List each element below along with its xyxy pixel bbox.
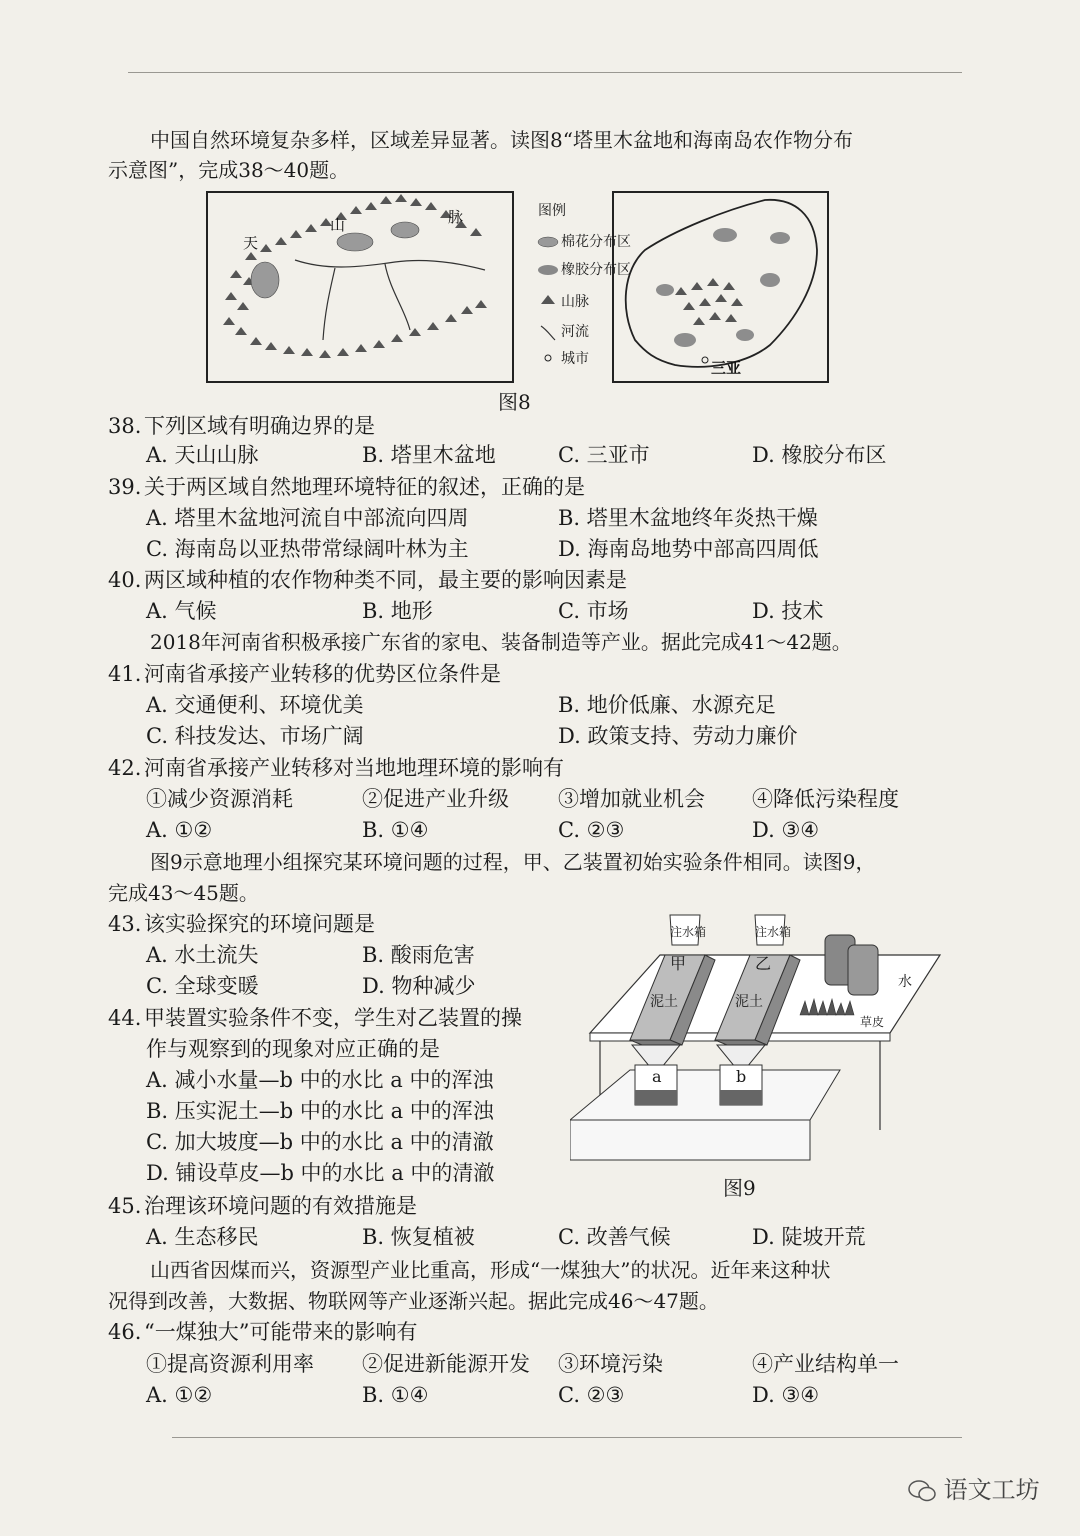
beaker-a-water <box>635 1090 677 1105</box>
question-46-stem: “一煤独大”可能带来的影响有 <box>144 1320 418 1344</box>
q42-option-d[interactable]: D. ③④ <box>752 818 820 842</box>
hainan-outline <box>626 200 817 367</box>
q46-item-1: ①提高资源利用率 <box>146 1352 314 1376</box>
beaker-b-label: b <box>736 1067 747 1086</box>
figure-8 <box>205 190 830 385</box>
question-41-stem: 河南省承接产业转移的优势区位条件是 <box>144 662 501 686</box>
q42-item-1: ①减少资源消耗 <box>146 787 293 811</box>
watermark <box>908 1470 1040 1505</box>
legend-mountain: 山脉 <box>561 294 589 310</box>
q44-option-c[interactable]: C. 加大坡度—b 中的水比 a 中的清澈 <box>146 1130 494 1154</box>
hainan-mountains <box>675 278 743 325</box>
map-label-sanya: 三亚 <box>711 359 742 377</box>
q43-option-a[interactable]: A. 水土流失 <box>146 943 259 967</box>
bottom-rule <box>172 1437 962 1438</box>
watermark-text: 语文工坊 <box>943 1476 1040 1504</box>
base-box-front <box>570 1120 810 1160</box>
intro-paragraph-1-cont: 示意图”，完成38～40题。 <box>108 158 350 182</box>
q40-option-b[interactable]: B. 地形 <box>362 599 433 623</box>
q43-option-c[interactable]: C. 全球变暖 <box>146 974 259 998</box>
legend-rubber-swatch <box>538 265 558 275</box>
map-label-tian: 天 <box>243 234 259 252</box>
question-44-stem-cont: 作与观察到的现象对应正确的是 <box>146 1037 440 1061</box>
legend-title: 图例 <box>538 203 566 219</box>
legend-city: 城市 <box>561 351 589 367</box>
question-38-number: 38. <box>108 414 142 438</box>
question-39-stem: 关于两区域自然地理环境特征的叙述，正确的是 <box>144 475 585 499</box>
q38-option-b[interactable]: B. 塔里木盆地 <box>362 443 496 467</box>
intro-paragraph-4: 山西省因煤而兴，资源型产业比重高，形成“一煤独大”的状况。近年来这种状 <box>150 1258 831 1282</box>
q39-option-d[interactable]: D. 海南岛地势中部高四周低 <box>558 537 819 561</box>
soil-label-jia: 泥土 <box>650 994 678 1010</box>
q44-option-a[interactable]: A. 减小水量—b 中的水比 a 中的浑浊 <box>146 1068 494 1092</box>
figure-9-apparatus <box>570 905 950 1170</box>
question-39-number: 39. <box>108 475 142 499</box>
q40-option-a[interactable]: A. 气候 <box>146 599 217 623</box>
tank-jia-label: 注水箱 <box>670 925 707 939</box>
legend-city-icon <box>545 355 551 361</box>
figure-8-maps <box>205 190 830 385</box>
funnel-jia <box>632 1045 680 1067</box>
question-41-number: 41. <box>108 662 142 686</box>
question-43-stem: 该实验探究的环境问题是 <box>144 912 375 936</box>
question-43-number: 43. <box>108 912 142 936</box>
legend-cotton-swatch <box>538 237 558 247</box>
question-45-number: 45. <box>108 1194 142 1218</box>
label-jia: 甲 <box>670 954 687 973</box>
q39-option-a[interactable]: A. 塔里木盆地河流自中部流向四周 <box>146 506 469 530</box>
q41-option-a[interactable]: A. 交通便利、环境优美 <box>146 693 364 717</box>
q46-option-a[interactable]: A. ①② <box>146 1383 213 1407</box>
figure-8-caption: 图8 <box>498 390 531 414</box>
water-label: 水 <box>898 974 912 990</box>
tarim-rivers <box>295 260 485 340</box>
q39-option-b[interactable]: B. 塔里木盆地终年炎热干燥 <box>558 506 818 530</box>
hainan-map-frame <box>613 192 828 382</box>
q42-item-2: ②促进产业升级 <box>362 787 509 811</box>
q38-option-c[interactable]: C. 三亚市 <box>558 443 650 467</box>
question-44-number: 44. <box>108 1006 142 1030</box>
intro-paragraph-3-cont: 完成43～45题。 <box>108 881 259 905</box>
question-42-stem: 河南省承接产业转移对当地地理环境的影响有 <box>144 756 564 780</box>
q45-option-d[interactable]: D. 陡坡开荒 <box>752 1225 866 1249</box>
figure-9-caption: 图9 <box>723 1176 756 1200</box>
q40-option-d[interactable]: D. 技术 <box>752 599 824 623</box>
q38-option-d[interactable]: D. 橡胶分布区 <box>752 443 887 467</box>
q46-item-4: ④产业结构单一 <box>752 1352 899 1376</box>
legend-cotton: 棉花分布区 <box>561 234 631 250</box>
q45-option-a[interactable]: A. 生态移民 <box>146 1225 259 1249</box>
top-rule <box>128 72 962 73</box>
question-40-number: 40. <box>108 568 142 592</box>
intro-paragraph-4-cont: 况得到改善，大数据、物联网等产业逐渐兴起。据此完成46～47题。 <box>108 1289 719 1313</box>
q46-item-3: ③环境污染 <box>558 1352 663 1376</box>
question-44-stem: 甲装置实验条件不变，学生对乙装置的操 <box>144 1006 522 1030</box>
soil-label-yi: 泥土 <box>735 994 763 1010</box>
legend-rubber: 橡胶分布区 <box>561 262 631 278</box>
q42-option-b[interactable]: B. ①④ <box>362 818 429 842</box>
map-label-shan: 山 <box>330 216 346 234</box>
q40-option-c[interactable]: C. 市场 <box>558 599 629 623</box>
q43-option-d[interactable]: D. 物种减少 <box>362 974 476 998</box>
q42-option-c[interactable]: C. ②③ <box>558 818 625 842</box>
question-40-stem: 两区域种植的农作物种类不同，最主要的影响因素是 <box>144 568 627 592</box>
question-42-number: 42. <box>108 756 142 780</box>
intro-paragraph-3: 图9示意地理小组探究某环境问题的过程，甲、乙装置初始实验条件相同。读图9， <box>150 850 876 874</box>
legend-symbols <box>538 237 558 361</box>
water-jug <box>848 945 878 995</box>
beaker-b-water <box>720 1090 762 1105</box>
base-box-top <box>570 1067 840 1120</box>
q41-option-b[interactable]: B. 地价低廉、水源充足 <box>558 693 776 717</box>
q45-option-c[interactable]: C. 改善气候 <box>558 1225 671 1249</box>
q45-option-b[interactable]: B. 恢复植被 <box>362 1225 475 1249</box>
q46-option-b[interactable]: B. ①④ <box>362 1383 429 1407</box>
map-label-mai: 脉 <box>448 208 464 226</box>
q43-option-b[interactable]: B. 酸雨危害 <box>362 943 475 967</box>
label-yi: 乙 <box>755 954 772 973</box>
intro-paragraph-2: 2018年河南省积极承接广东省的家电、装备制造等产业。据此完成41～42题。 <box>150 630 852 654</box>
q46-option-c[interactable]: C. ②③ <box>558 1383 625 1407</box>
q41-option-d[interactable]: D. 政策支持、劳动力廉价 <box>558 724 798 748</box>
q46-item-2: ②促进新能源开发 <box>362 1352 530 1376</box>
q39-option-c[interactable]: C. 海南岛以亚热带常绿阔叶林为主 <box>146 537 469 561</box>
question-38-stem: 下列区域有明确边界的是 <box>144 414 375 438</box>
question-45-stem: 治理该环境问题的有效措施是 <box>144 1194 417 1218</box>
hainan-rubber-areas <box>656 228 790 347</box>
funnel-yi <box>717 1045 765 1067</box>
q42-item-4: ④降低污染程度 <box>752 787 899 811</box>
q46-option-d[interactable]: D. ③④ <box>752 1383 820 1407</box>
q42-option-a[interactable]: A. ①② <box>146 818 213 842</box>
q38-option-a[interactable]: A. 天山山脉 <box>146 443 259 467</box>
q44-option-b[interactable]: B. 压实泥土—b 中的水比 a 中的浑浊 <box>146 1099 494 1123</box>
legend-mountain-icon <box>541 295 555 304</box>
q44-option-d[interactable]: D. 铺设草皮—b 中的水比 a 中的清澈 <box>146 1161 495 1185</box>
intro-paragraph-1: 中国自然环境复杂多样，区域差异显著。读图8“塔里木盆地和海南岛农作物分布 <box>150 128 853 152</box>
q41-option-c[interactable]: C. 科技发达、市场广阔 <box>146 724 364 748</box>
q42-item-3: ③增加就业机会 <box>558 787 705 811</box>
beaker-a-label: a <box>652 1067 662 1086</box>
grass-label: 草皮 <box>860 1015 885 1029</box>
question-46-number: 46. <box>108 1320 142 1344</box>
wechat-icon <box>908 1479 936 1503</box>
tank-yi-label: 注水箱 <box>755 925 792 939</box>
sanya-city-marker <box>702 357 708 363</box>
legend-river: 河流 <box>561 324 589 340</box>
legend-river-icon <box>541 326 555 340</box>
figure-9 <box>570 905 950 1170</box>
